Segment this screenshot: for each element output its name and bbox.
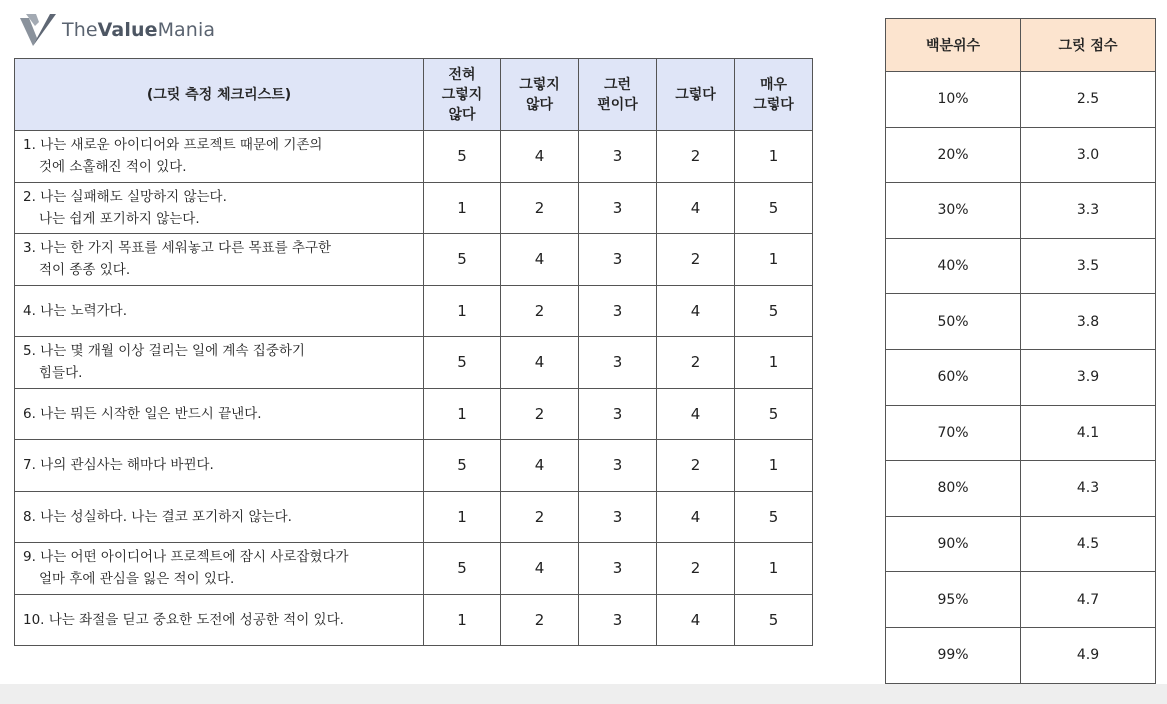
- table-row: [886, 627, 1156, 683]
- score-cell: 2: [501, 491, 579, 543]
- grit-score-cell: 4.5: [1021, 516, 1156, 572]
- table-row: [15, 440, 813, 492]
- score-cell: 2: [657, 543, 735, 595]
- score-cell: 1: [424, 388, 501, 440]
- score-cell: 3: [579, 182, 657, 234]
- percentile-cell: 10%: [886, 72, 1021, 128]
- percentile-cell: 60%: [886, 349, 1021, 405]
- percentile-cell: 80%: [886, 461, 1021, 517]
- grit-score-cell: 4.1: [1021, 405, 1156, 461]
- score-cell: 1: [424, 182, 501, 234]
- table-row: [15, 182, 813, 234]
- score-cell: 5: [735, 388, 813, 440]
- grit-score-cell: 3.3: [1021, 183, 1156, 239]
- table-row: [15, 491, 813, 543]
- percentile-cell: 70%: [886, 405, 1021, 461]
- table-row: [15, 594, 813, 646]
- grit-score-cell: 3.0: [1021, 127, 1156, 183]
- score-cell: 3: [579, 594, 657, 646]
- score-cell: 5: [735, 182, 813, 234]
- question-cell: 1. 나는 새로운 아이디어와 프로젝트 때문에 기존의 것에 소홀해진 적이 있다.: [15, 131, 424, 183]
- table-row: [15, 543, 813, 595]
- score-cell: 3: [579, 285, 657, 337]
- score-cell: 5: [735, 491, 813, 543]
- score-cell: 3: [579, 543, 657, 595]
- score-cell: 4: [657, 594, 735, 646]
- table-row: [886, 572, 1156, 628]
- question-cell: 8. 나는 성실하다. 나는 결코 포기하지 않는다.: [15, 491, 424, 543]
- percentile-cell: 99%: [886, 627, 1021, 683]
- logo-mark-icon: [20, 12, 58, 48]
- table-row: [886, 461, 1156, 517]
- score-cell: 5: [424, 440, 501, 492]
- score-cell: 4: [501, 337, 579, 389]
- score-cell: 5: [735, 594, 813, 646]
- page-bottom-band: [0, 684, 1167, 704]
- percentile-cell: 50%: [886, 294, 1021, 350]
- percentile-cell: 20%: [886, 127, 1021, 183]
- question-cell: 10. 나는 좌절을 딛고 중요한 도전에 성공한 적이 있다.: [15, 594, 424, 646]
- score-cell: 5: [424, 337, 501, 389]
- question-cell: 7. 나의 관심사는 해마다 바뀐다.: [15, 440, 424, 492]
- score-cell: 2: [501, 388, 579, 440]
- grit-score-cell: 4.7: [1021, 572, 1156, 628]
- table-row: [886, 405, 1156, 461]
- table-row: [886, 516, 1156, 572]
- score-cell: 3: [579, 440, 657, 492]
- column-header-grit-score: 그릿 점수: [1021, 19, 1156, 72]
- table-row: [15, 234, 813, 286]
- table-row: [886, 238, 1156, 294]
- question-cell: 5. 나는 몇 개월 이상 걸리는 일에 계속 집중하기 힘들다.: [15, 337, 424, 389]
- percentile-header-row: [886, 19, 1156, 72]
- score-cell: 2: [501, 182, 579, 234]
- score-cell: 1: [735, 131, 813, 183]
- score-cell: 1: [735, 337, 813, 389]
- column-header-agree: 그렇다: [657, 59, 735, 131]
- score-cell: 1: [735, 234, 813, 286]
- logo-wordmark: TheValueMania: [62, 19, 216, 41]
- table-row: [15, 337, 813, 389]
- score-cell: 2: [657, 337, 735, 389]
- score-cell: 4: [657, 491, 735, 543]
- score-cell: 3: [579, 337, 657, 389]
- table-row: [15, 285, 813, 337]
- score-cell: 4: [501, 543, 579, 595]
- score-cell: 2: [657, 440, 735, 492]
- brand-logo: [20, 12, 215, 48]
- grit-score-cell: 3.9: [1021, 349, 1156, 405]
- checklist-header-row: [15, 59, 813, 131]
- column-header-question: (그릿 측정 체크리스트): [15, 59, 424, 131]
- score-cell: 4: [501, 234, 579, 286]
- score-cell: 1: [735, 440, 813, 492]
- percentile-cell: 40%: [886, 238, 1021, 294]
- column-header-disagree: 그렇지 않다: [501, 59, 579, 131]
- table-row: [15, 388, 813, 440]
- score-cell: 3: [579, 234, 657, 286]
- question-cell: 4. 나는 노력가다.: [15, 285, 424, 337]
- table-row: [886, 183, 1156, 239]
- score-cell: 5: [424, 543, 501, 595]
- score-cell: 1: [424, 594, 501, 646]
- question-cell: 9. 나는 어떤 아이디어나 프로젝트에 잠시 사로잡혔다가 얼마 후에 관심을 잃은 적이 있다.: [15, 543, 424, 595]
- score-cell: 4: [657, 285, 735, 337]
- question-cell: 6. 나는 뭐든 시작한 일은 반드시 끝낸다.: [15, 388, 424, 440]
- score-cell: 5: [735, 285, 813, 337]
- grit-checklist-table: [14, 58, 813, 646]
- grit-score-cell: 3.5: [1021, 238, 1156, 294]
- question-cell: 3. 나는 한 가지 목표를 세워놓고 다른 목표를 추구한 적이 종종 있다.: [15, 234, 424, 286]
- percentile-cell: 95%: [886, 572, 1021, 628]
- column-header-neutral: 그런 편이다: [579, 59, 657, 131]
- table-row: [886, 72, 1156, 128]
- score-cell: 4: [501, 440, 579, 492]
- score-cell: 3: [579, 388, 657, 440]
- score-cell: 2: [657, 131, 735, 183]
- table-row: [15, 131, 813, 183]
- column-header-strongly-agree: 매우 그렇다: [735, 59, 813, 131]
- score-cell: 1: [424, 491, 501, 543]
- score-cell: 4: [501, 131, 579, 183]
- score-cell: 4: [657, 388, 735, 440]
- percentile-cell: 90%: [886, 516, 1021, 572]
- percentile-cell: 30%: [886, 183, 1021, 239]
- score-cell: 2: [501, 285, 579, 337]
- score-cell: 3: [579, 131, 657, 183]
- score-cell: 4: [657, 182, 735, 234]
- table-row: [886, 294, 1156, 350]
- score-cell: 5: [424, 234, 501, 286]
- score-cell: 5: [424, 131, 501, 183]
- score-cell: 2: [501, 594, 579, 646]
- grit-score-cell: 4.9: [1021, 627, 1156, 683]
- score-cell: 3: [579, 491, 657, 543]
- grit-percentile-table: [885, 18, 1156, 684]
- table-row: [886, 349, 1156, 405]
- grit-score-cell: 2.5: [1021, 72, 1156, 128]
- question-cell: 2. 나는 실패해도 실망하지 않는다. 나는 쉽게 포기하지 않는다.: [15, 182, 424, 234]
- table-row: [886, 127, 1156, 183]
- grit-score-cell: 4.3: [1021, 461, 1156, 517]
- score-cell: 1: [424, 285, 501, 337]
- column-header-strongly-disagree: 전혀 그렇지 않다: [424, 59, 501, 131]
- column-header-percentile: 백분위수: [886, 19, 1021, 72]
- grit-score-cell: 3.8: [1021, 294, 1156, 350]
- score-cell: 2: [657, 234, 735, 286]
- score-cell: 1: [735, 543, 813, 595]
